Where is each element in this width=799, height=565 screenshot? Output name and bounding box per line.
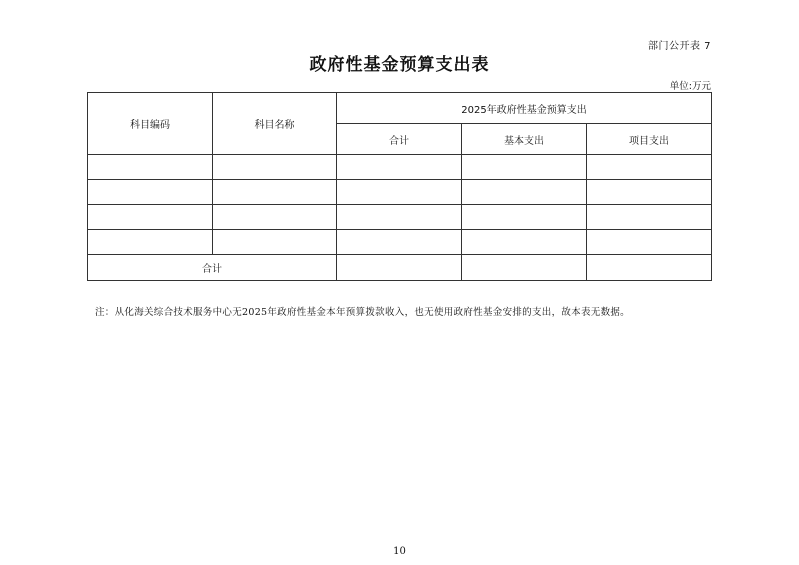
- cell-basic: [462, 230, 587, 255]
- cell-code: [88, 205, 213, 230]
- cell-code: [88, 180, 213, 205]
- table-row: [88, 230, 712, 255]
- page-title: 政府性基金预算支出表: [309, 55, 490, 75]
- total-row: [88, 255, 712, 281]
- cell-project: [587, 180, 712, 205]
- cell-basic: [462, 155, 587, 180]
- table-row: [88, 205, 712, 230]
- total-label: 合计: [88, 255, 337, 281]
- header-total: 合计: [337, 124, 462, 155]
- table-row: [88, 155, 712, 180]
- total-cell-basic: [462, 255, 587, 281]
- header-basic: 基本支出: [462, 124, 587, 155]
- cell-name: [213, 155, 337, 180]
- budget-table: [87, 92, 712, 281]
- page-label: 部门公开表 7: [647, 41, 711, 52]
- cell-total: [337, 230, 462, 255]
- cell-code: [88, 155, 213, 180]
- cell-basic: [462, 205, 587, 230]
- page-number: 10: [393, 546, 406, 557]
- header-row-top: [88, 93, 712, 124]
- unit-label: 单位:万元: [669, 81, 711, 92]
- cell-project: [587, 205, 712, 230]
- cell-basic: [462, 180, 587, 205]
- cell-total: [337, 205, 462, 230]
- total-cell-project: [587, 255, 712, 281]
- cell-total: [337, 180, 462, 205]
- header-project: 项目支出: [587, 124, 712, 155]
- cell-name: [213, 205, 337, 230]
- footnote: 注：从化海关综合技术服务中心无2025年政府性基金本年预算拨款收入，也无使用政府性基金安排的支出，故本表无数据。: [95, 307, 630, 318]
- cell-name: [213, 180, 337, 205]
- table-row: [88, 180, 712, 205]
- header-subject-name: 科目名称: [213, 93, 337, 155]
- total-cell-total: [337, 255, 462, 281]
- cell-project: [587, 155, 712, 180]
- cell-total: [337, 155, 462, 180]
- header-group: 2025年政府性基金预算支出: [337, 93, 712, 124]
- header-subject-code: 科目编码: [88, 93, 213, 155]
- cell-name: [213, 230, 337, 255]
- cell-project: [587, 230, 712, 255]
- cell-code: [88, 230, 213, 255]
